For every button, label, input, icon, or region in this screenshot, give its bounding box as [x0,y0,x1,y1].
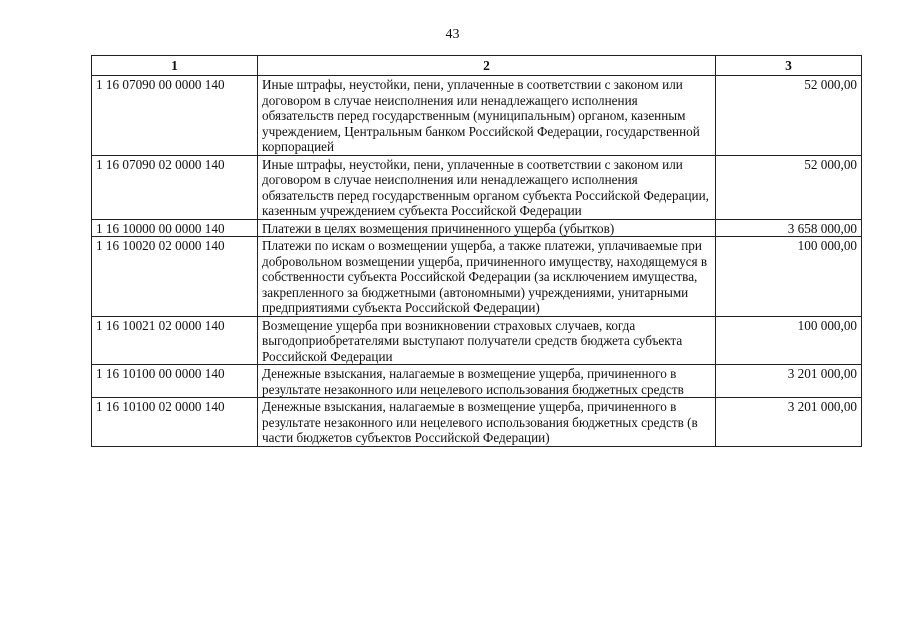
row-code: 1 16 10021 02 0000 140 [92,316,258,365]
table-row [92,398,862,447]
row-code: 1 16 10100 00 0000 140 [92,365,258,398]
row-amount: 3 201 000,00 [716,365,862,398]
row-code: 1 16 07090 00 0000 140 [92,76,258,156]
row-code: 1 16 10100 02 0000 140 [92,398,258,447]
row-description: Иные штрафы, неустойки, пени, уплаченные в соответствии с законом или договором в случае неисполнения или ненадлежащего исполнения обязательств перед государственным (муниципальным) органом, казенным учреждением, Центральным банком Российской Федерации, государственной корпорацией [258,76,716,156]
row-amount: 3 201 000,00 [716,398,862,447]
column-header-amount: 3 [716,56,862,76]
table-header-row [92,56,862,76]
row-description: Денежные взыскания, налагаемые в возмещение ущерба, причиненного в результате незаконного или нецелевого использования бюджетных средств [258,365,716,398]
table-row [92,316,862,365]
row-description: Возмещение ущерба при возникновении страховых случаев, когда выгодоприобретателями выступают получатели средств бюджета субъекта Российской Федерации [258,316,716,365]
table-row [92,155,862,219]
row-amount: 3 658 000,00 [716,219,862,237]
row-amount: 100 000,00 [716,237,862,317]
table-row [92,219,862,237]
row-code: 1 16 10020 02 0000 140 [92,237,258,317]
row-amount: 52 000,00 [716,155,862,219]
row-code: 1 16 10000 00 0000 140 [92,219,258,237]
table-row [92,237,862,317]
table-row [92,365,862,398]
row-amount: 52 000,00 [716,76,862,156]
row-code: 1 16 07090 02 0000 140 [92,155,258,219]
row-description: Иные штрафы, неустойки, пени, уплаченные в соответствии с законом или договором в случае неисполнения или ненадлежащего исполнения обязательств перед государственным органом субъекта Российской Федерации, казенным учреждением субъекта Российской Федерации [258,155,716,219]
budget-revenue-table [91,55,862,447]
row-description: Денежные взыскания, налагаемые в возмещение ущерба, причиненного в результате незаконного или нецелевого использования бюджетных средств (в части бюджетов субъектов Российской Федерации) [258,398,716,447]
row-amount: 100 000,00 [716,316,862,365]
table-row [92,76,862,156]
page-number: 43 [445,27,460,42]
column-header-description: 2 [258,56,716,76]
row-description: Платежи по искам о возмещении ущерба, а также платежи, уплачиваемые при добровольном возмещении ущерба, причиненного имуществу, находящемуся в собственности субъекта Российской Федерации (за исключением имущества, закрепленного за бюджетными (автономными) учреждениями, унитарными предприятиями субъекта Российской Федерации) [258,237,716,317]
row-description: Платежи в целях возмещения причиненного ущерба (убытков) [258,219,716,237]
column-header-code: 1 [92,56,258,76]
